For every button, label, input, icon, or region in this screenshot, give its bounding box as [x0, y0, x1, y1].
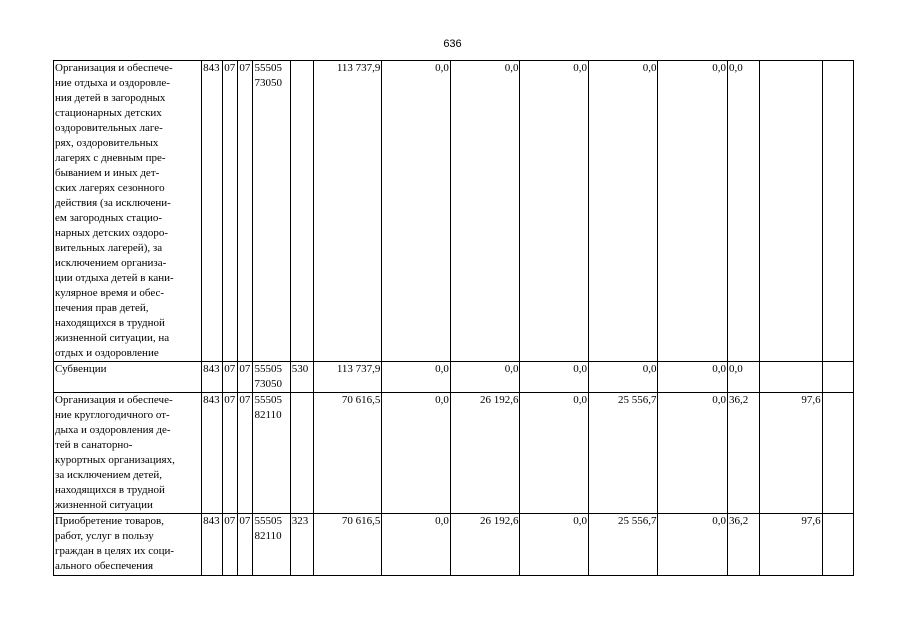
ved-code: 843 [202, 393, 223, 514]
amount-2: 0,0 [382, 61, 451, 362]
amount-9 [822, 61, 853, 362]
amount-1: 113 737,9 [313, 61, 382, 362]
amount-3: 26 192,6 [450, 393, 520, 514]
target-article-code: 55505 73050 [253, 362, 290, 393]
section-code: 07 [223, 61, 238, 362]
amount-9 [822, 362, 853, 393]
amount-9 [822, 393, 853, 514]
ved-code: 843 [202, 362, 223, 393]
ved-code: 843 [202, 61, 223, 362]
amount-6: 0,0 [658, 393, 728, 514]
amount-2: 0,0 [382, 393, 451, 514]
amount-1: 70 616,5 [313, 514, 382, 576]
page-number: 636 [443, 38, 462, 50]
amount-5: 25 556,7 [588, 393, 658, 514]
amount-6: 0,0 [658, 514, 728, 576]
subsection-code: 07 [238, 514, 253, 576]
target-article-code: 55505 73050 [253, 61, 290, 362]
subsection-code: 07 [238, 393, 253, 514]
amount-4: 0,0 [520, 514, 589, 576]
target-article-code: 55505 82110 [253, 514, 290, 576]
row-name: Приобретение товаров, работ, услуг в пользу граждан в целях их соци- ального обеспечения [54, 514, 202, 576]
amount-7: 0,0 [727, 362, 759, 393]
section-code: 07 [223, 393, 238, 514]
amount-4: 0,0 [520, 362, 589, 393]
table-row [54, 362, 854, 393]
row-name: Организация и обеспече- ние круглогодичного от- дыха и оздоровления де- тей в санаторно- курортных организациях, за исключением детей, находящихся в трудной жизненной ситуации [54, 393, 202, 514]
section-code: 07 [223, 514, 238, 576]
amount-7: 36,2 [727, 393, 759, 514]
target-article-code: 55505 82110 [253, 393, 290, 514]
amount-3: 0,0 [450, 61, 520, 362]
amount-1: 70 616,5 [313, 393, 382, 514]
subsection-code: 07 [238, 61, 253, 362]
table-row [54, 393, 854, 514]
amount-2: 0,0 [382, 362, 451, 393]
amount-3: 0,0 [450, 362, 520, 393]
amount-3: 26 192,6 [450, 514, 520, 576]
expense-type-code: 323 [290, 514, 313, 576]
amount-8: 97,6 [760, 393, 822, 514]
amount-4: 0,0 [520, 393, 589, 514]
table-row [54, 514, 854, 576]
subsection-code: 07 [238, 362, 253, 393]
table-row [54, 61, 854, 362]
row-name: Субвенции [54, 362, 202, 393]
row-name: Организация и обеспече- ние отдыха и оздоровле- ния детей в загородных стационарных детских оздоровительных лаге- рях, оздоровительных лагерях с дневным пре- быванием и иных дет- ских лагерях сезонного действия (за исключени- ем загородных стацио- нарных детских оздоро- вительных лагерей), за исключением организа- ции отдыха детей в кани- кулярное время и обес- печения прав детей, находящихся в трудной жизненной ситуации, на отдых и оздоровление [54, 61, 202, 362]
amount-5: 25 556,7 [588, 514, 658, 576]
amount-9 [822, 514, 853, 576]
amount-8 [760, 362, 822, 393]
expense-type-code: 530 [290, 362, 313, 393]
amount-2: 0,0 [382, 514, 451, 576]
amount-1: 113 737,9 [313, 362, 382, 393]
budget-table [53, 60, 854, 576]
amount-6: 0,0 [658, 362, 728, 393]
amount-6: 0,0 [658, 61, 728, 362]
amount-8 [760, 61, 822, 362]
amount-5: 0,0 [588, 362, 658, 393]
ved-code: 843 [202, 514, 223, 576]
expense-type-code [290, 393, 313, 514]
section-code: 07 [223, 362, 238, 393]
amount-5: 0,0 [588, 61, 658, 362]
amount-7: 0,0 [727, 61, 759, 362]
amount-8: 97,6 [760, 514, 822, 576]
amount-7: 36,2 [727, 514, 759, 576]
amount-4: 0,0 [520, 61, 589, 362]
expense-type-code [290, 61, 313, 362]
